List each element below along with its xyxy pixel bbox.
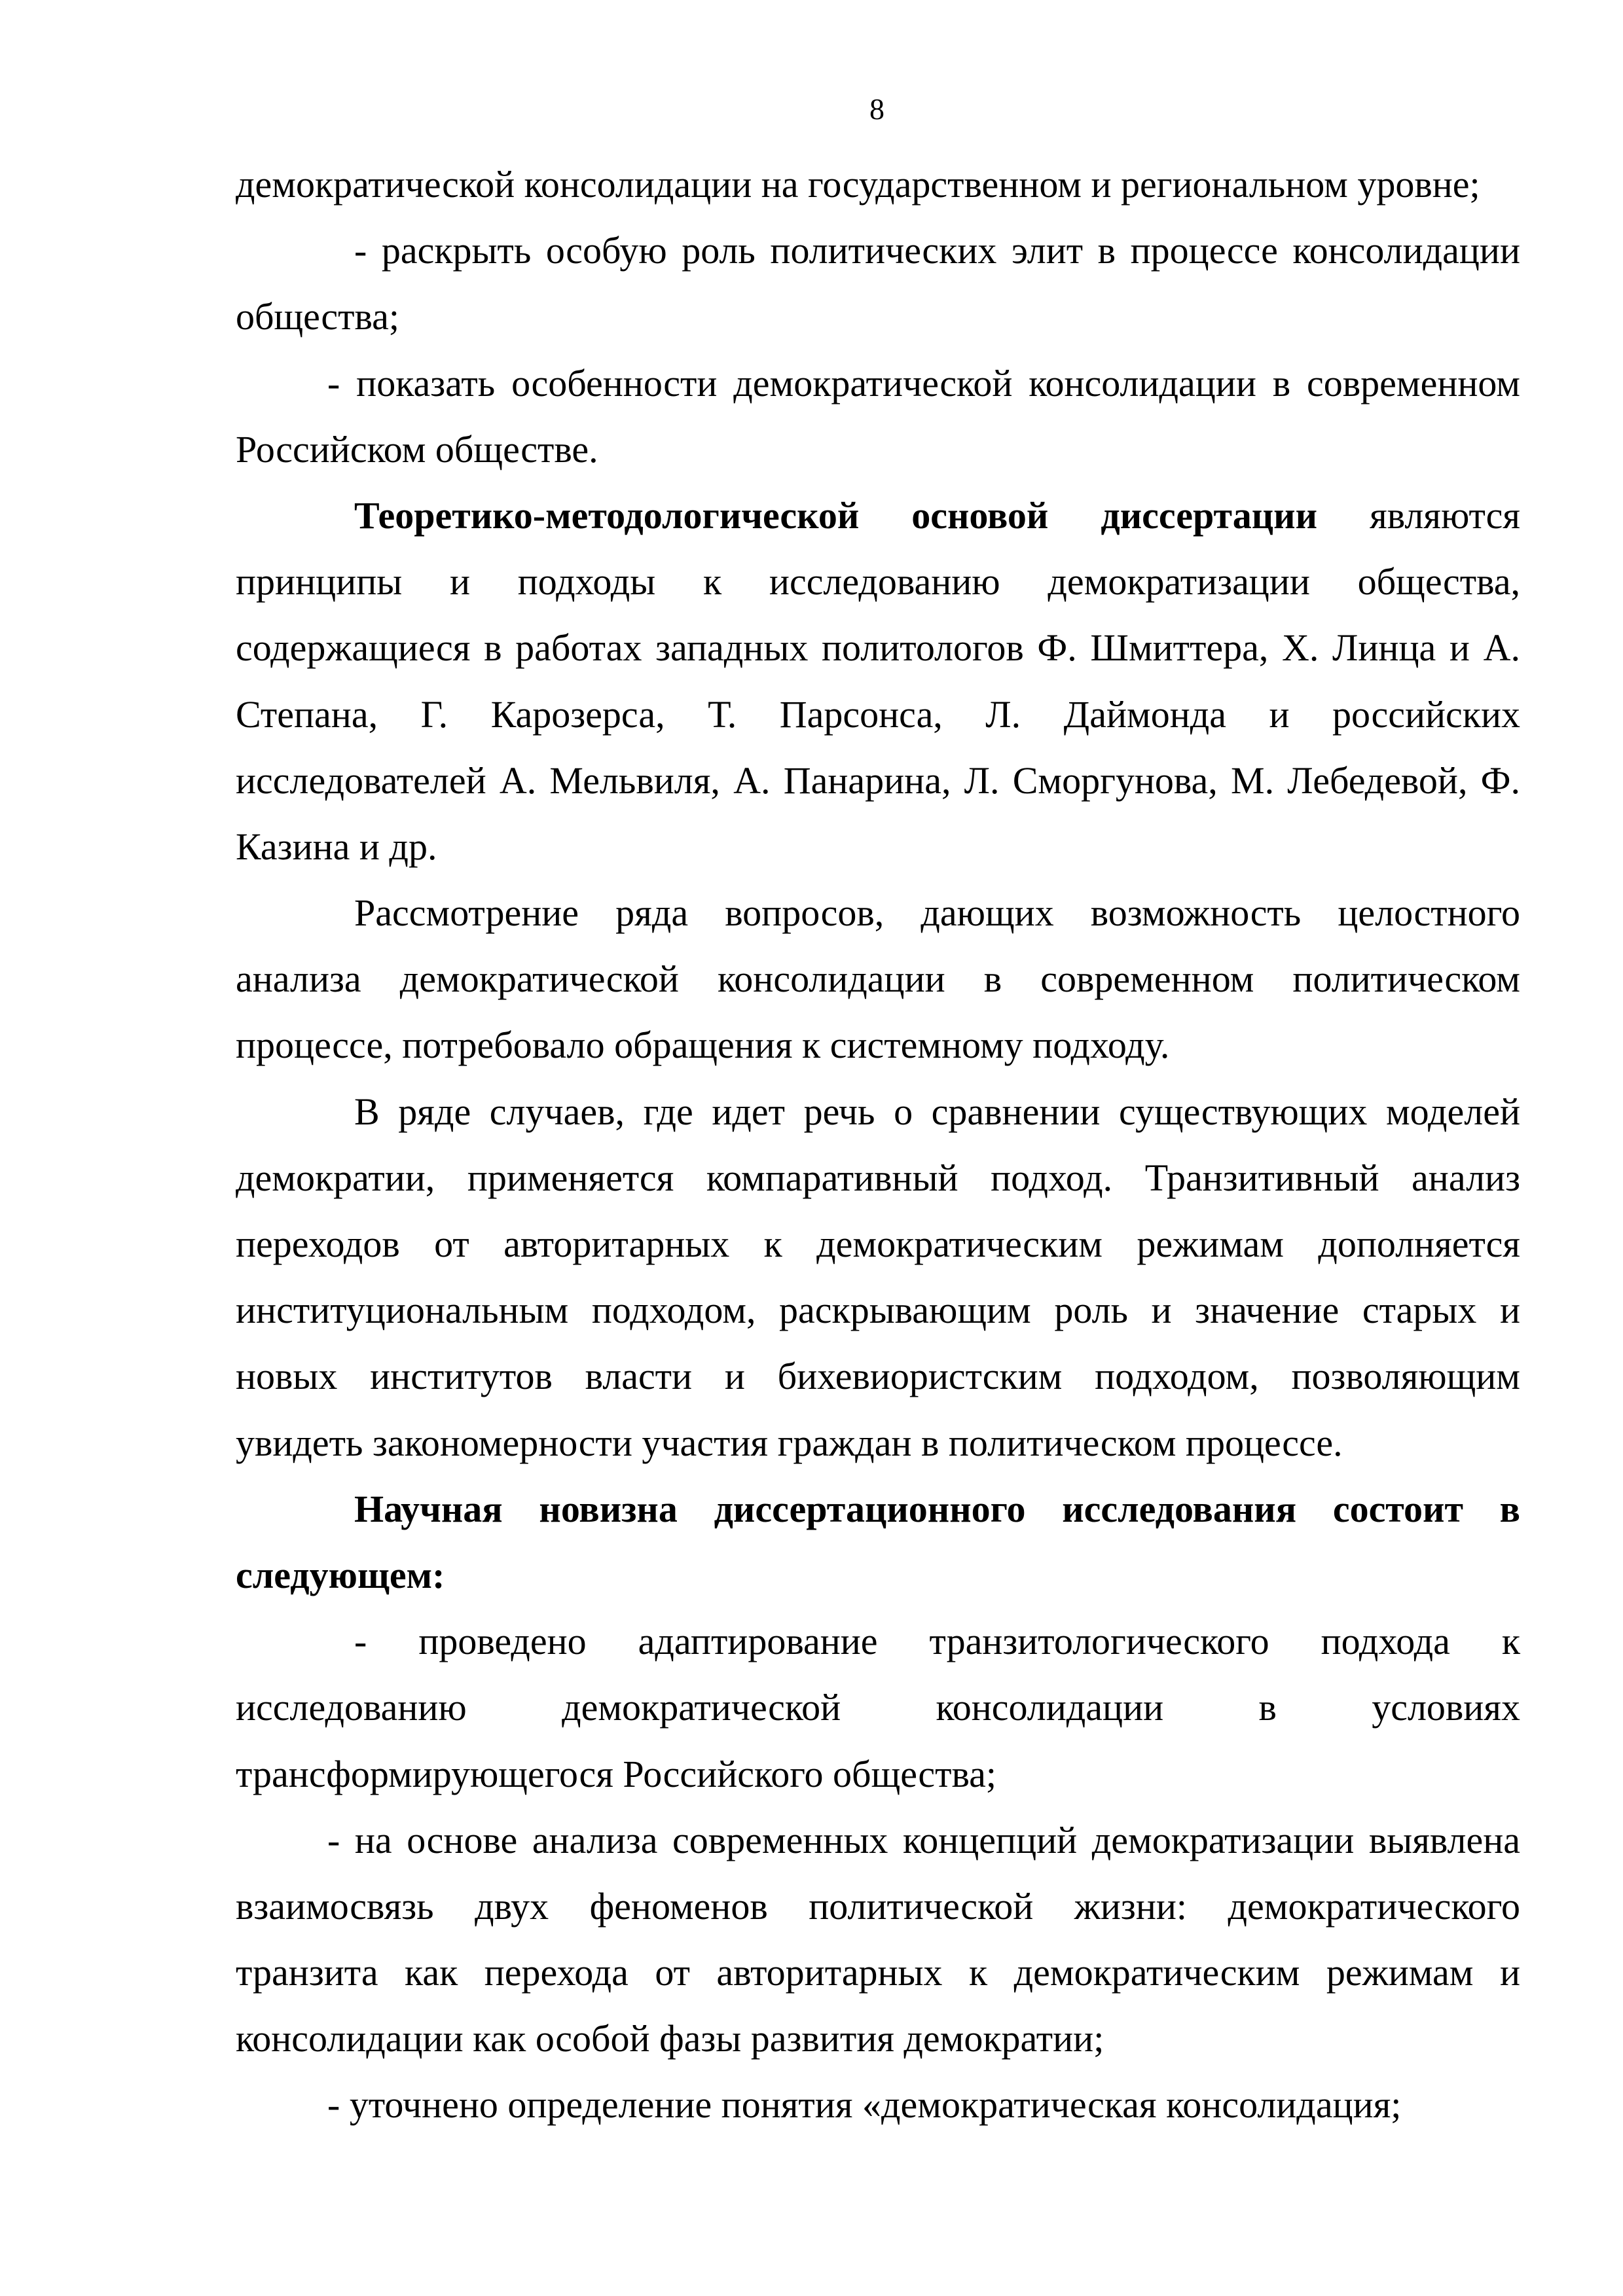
text-line: новых институтов власти и бихевиористским подходом, позволяющим xyxy=(236,1355,1520,1398)
text-line: демократической консолидации на государственном и региональном уровне; xyxy=(236,163,1480,206)
section-heading-line xyxy=(236,482,1520,548)
text-line: содержащиеся в работах западных политологов Ф. Шмиттера, Х. Линца и А. xyxy=(236,626,1520,670)
list-item-line: - уточнено определение понятия «демократическая консолидация; xyxy=(327,2083,1402,2126)
text-line: Степана, Г. Карозерса, Т. Парсонса, Л. Даймонда и российских xyxy=(236,692,1520,736)
text-line: являются xyxy=(1317,493,1520,537)
list-item-line: - на основе анализа современных концепций демократизации выявлена xyxy=(327,1818,1520,1861)
text-line: транзита как перехода от авторитарных к демократическим режимам и xyxy=(236,1951,1520,1994)
text-line: исследованию демократической консолидации в условиях xyxy=(236,1686,1520,1729)
text-line: демократии, применяется компаративный подход. Транзитивный анализ xyxy=(236,1156,1520,1199)
document-body xyxy=(236,151,1520,2138)
text-line: исследователей А. Мельвиля, А. Панарина, Л. Сморгунова, М. Лебедевой, Ф. xyxy=(236,759,1520,802)
text-line: принципы и подходы к исследованию демократизации общества, xyxy=(236,560,1520,603)
text-line: переходов от авторитарных к демократическим режимам дополняется xyxy=(236,1223,1520,1265)
list-item-line: - раскрыть особую роль политических элит в процессе консолидации xyxy=(354,229,1520,272)
bold-heading: Научная новизна диссертационного исследования состоит в xyxy=(354,1487,1520,1530)
text-line: консолидации как особой фазы развития демократии; xyxy=(236,2017,1104,2060)
list-item-line: - показать особенности демократической консолидации в современном xyxy=(327,361,1520,404)
text-line: общества; xyxy=(236,295,399,338)
text-line: Рассмотрение ряда вопросов, дающих возможность целостного xyxy=(354,891,1520,935)
text-line: институциональным подходом, раскрывающим роль и значение старых и xyxy=(236,1289,1520,1332)
text-line: В ряде случаев, где идет речь о сравнении существующих моделей xyxy=(354,1090,1520,1133)
page-number: 8 xyxy=(869,92,884,126)
text-line: увидеть закономерности участия граждан в политическом процессе. xyxy=(236,1421,1343,1464)
bold-heading: Теоретико-методологической основой диссертации xyxy=(354,493,1317,537)
text-line: Казина и др. xyxy=(236,825,437,868)
bold-heading: следующем: xyxy=(236,1553,445,1596)
text-line: анализа демократической консолидации в современном политическом xyxy=(236,958,1520,1001)
section-heading-line xyxy=(236,1542,1520,1608)
text-line: взаимосвязь двух феноменов политической жизни: демократического xyxy=(236,1884,1520,1928)
list-item-line: - проведено адаптирование транзитологического подхода к xyxy=(354,1620,1520,1663)
section-heading-line xyxy=(236,1476,1520,1542)
text-line: Российском обществе. xyxy=(236,427,598,471)
text-line: трансформирующегося Российского общества; xyxy=(236,1752,996,1795)
text-line: процессе, потребовало обращения к системному подходу. xyxy=(236,1024,1170,1067)
